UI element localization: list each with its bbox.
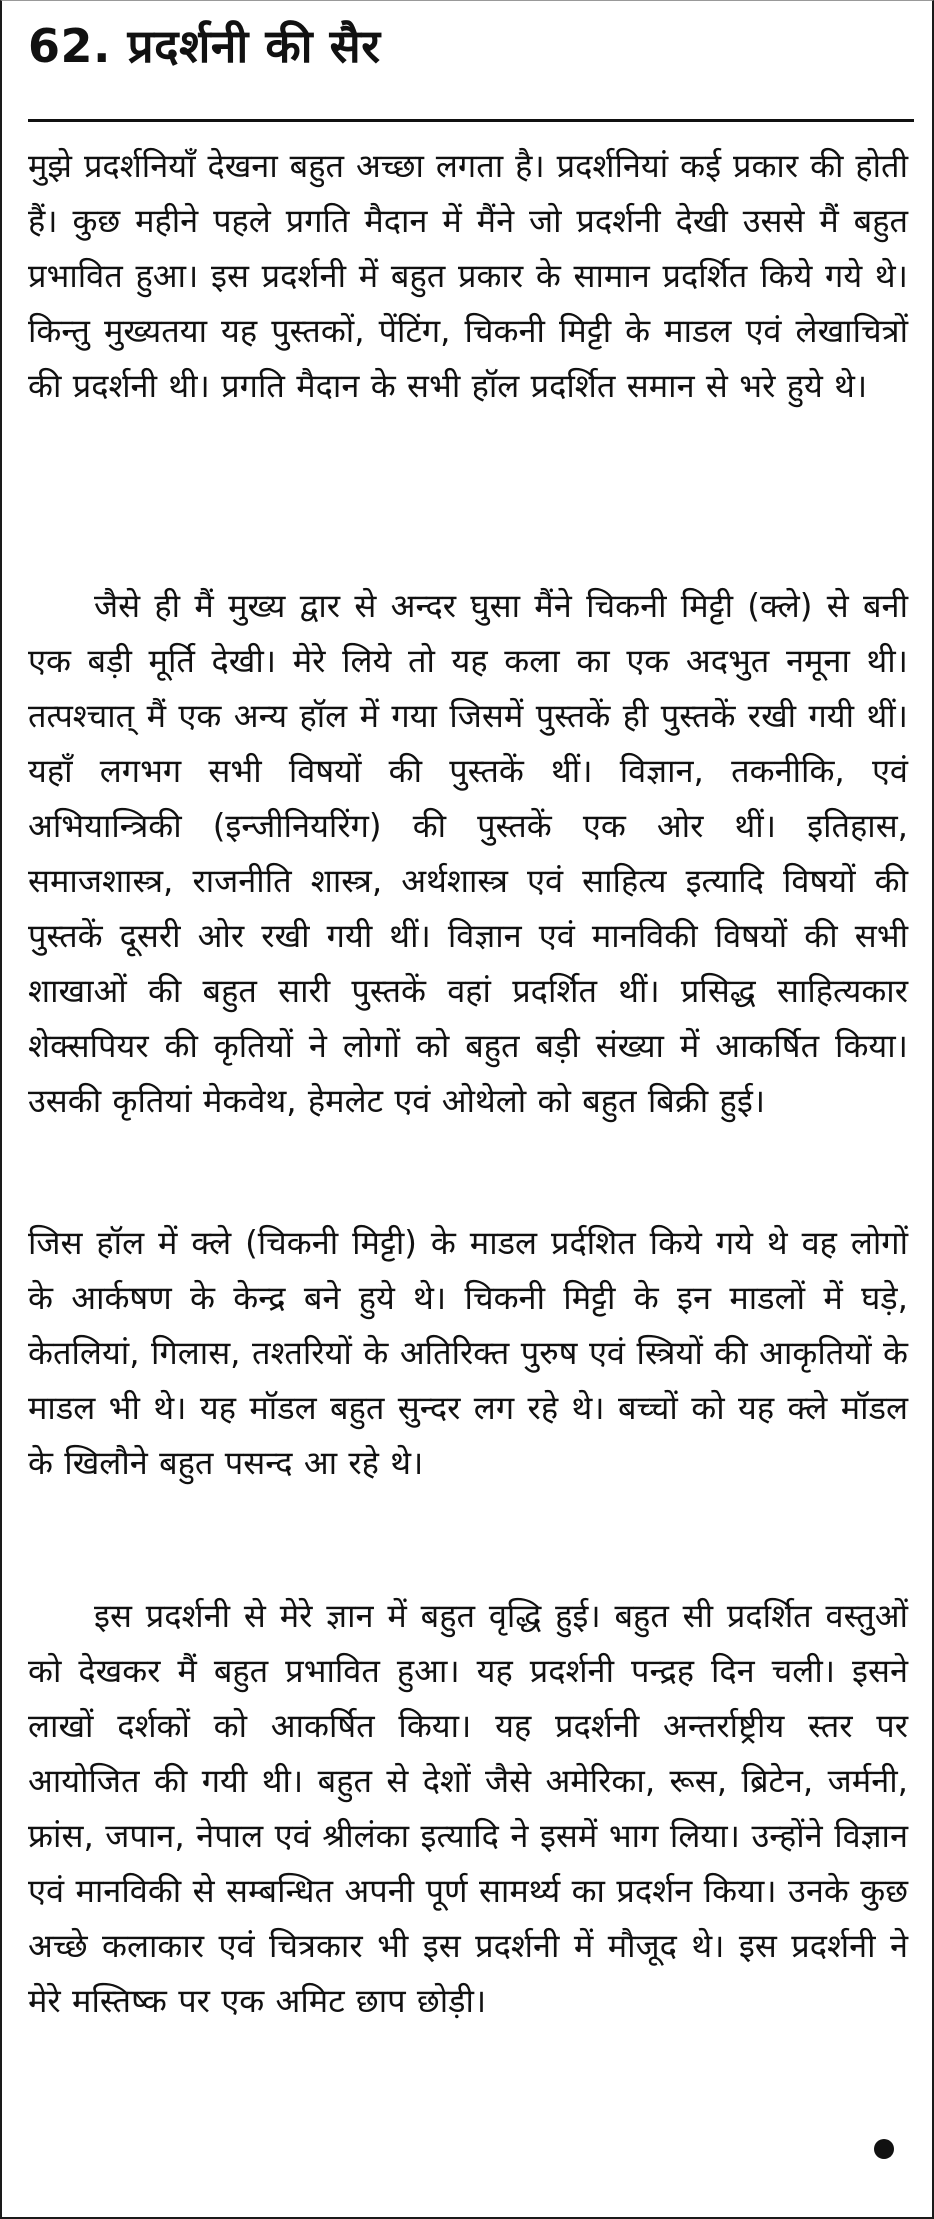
paragraph-2: जैसे ही मैं मुख्य द्वार से अन्दर घुसा मैंने चिकनी मिट्टी (क्ले) से बनी एक बड़ी मूर्ति देखी। मेरे लिये तो यह कला का एक अदभुत नमूना थी। तत्पश्चात् मैं एक अन्य हॉल में गया जिसमें पुस्तकें ही पुस्तकें रखी गयी थीं। यहाँ लगभग सभी विषयों की पुस्तकें थीं। विज्ञान, तकनीकि, एवं अभियान्त्रिकी (इन्जीनियरिंग) की पुस्तकें एक ओर थीं। इतिहास, समाजशास्त्र, राजनीति शास्त्र, अर्थशास्त्र एवं साहित्य इत्यादि विषयों की पुस्तकें दूसरी ओर रखी गयी थीं। विज्ञान एवं मानविकी विषयों की सभी शाखाओं की बहुत सारी पुस्तकें वहां प्रदर्शित थीं। प्रसिद्ध साहित्यकार शेक्सपियर की कृतियों ने लोगों को बहुत बड़ी संख्या में आकर्षित किया। उसकी कृतियां मेकवेथ, हेमलेट एवं ओथेलो को बहुत बिक्री हुई। xyxy=(28,587,908,1120)
title-divider xyxy=(28,119,914,122)
end-bullet-icon xyxy=(874,2139,894,2159)
paragraph-4: इस प्रदर्शनी से मेरे ज्ञान में बहुत वृद्धि हुई। बहुत सी प्रदर्शित वस्तुओं को देखकर मैं बहुत प्रभावित हुआ। यह प्रदर्शनी पन्द्रह दिन चली। इसने लाखों दर्शकों को आकर्षित किया। यह प्रदर्शनी अन्तर्राष्ट्रीय स्तर पर आयोजित की गयी थी। बहुत से देशों जैसे अमेरिका, रूस, ब्रिटेन, जर्मनी, फ्रांस, जपान, नेपाल एवं श्रीलंका इत्यादि ने इसमें भाग लिया। उन्होंने विज्ञान एवं मानविकी से सम्बन्धित अपनी पूर्ण सामर्थ्य का प्रदर्शन किया। उनके कुछ अच्छे कलाकार एवं चित्रकार भी इस प्रदर्शनी में मौजूद थे। इस प्रदर्शनी ने मेरे मस्तिष्क पर एक अमिट छाप छोड़ी। xyxy=(28,1597,908,2020)
essay-title: 62. प्रदर्शनी की सैर xyxy=(28,19,381,73)
paragraph-3: जिस हॉल में क्ले (चिकनी मिट्टी) के माडल प्रर्दशित किये गये थे वह लोगों के आर्कषण के केन्द्र बने हुये थे। चिकनी मिट्टी के इन माडलों में घड़े, केतलियां, गिलास, तश्तरियों के अतिरिक्त पुरुष एवं स्त्रियों की आकृतियों के माडल भी थे। यह मॉडल बहुत सुन्दर लग रहे थे। बच्चों को यह क्ले मॉडल के खिलौने बहुत पसन्द आ रहे थे। xyxy=(28,1224,908,1482)
paragraph-1: मुझे प्रदर्शनियाँ देखना बहुत अच्छा लगता है। प्रदर्शनियां कई प्रकार की होती हैं। कुछ महीने पहले प्रगति मैदान में मैंने जो प्रदर्शनी देखी उससे मैं बहुत प्रभावित हुआ। इस प्रदर्शनी में बहुत प्रकार के सामान प्रदर्शित किये गये थे। किन्तु मुख्यतया यह पुस्तकों, पेंटिंग, चिकनी मिट्टी के माडल एवं लेखाचित्रों की प्रदर्शनी थी। प्रगति मैदान के सभी हॉल प्रदर्शित समान से भरे हुये थे। xyxy=(28,147,908,405)
